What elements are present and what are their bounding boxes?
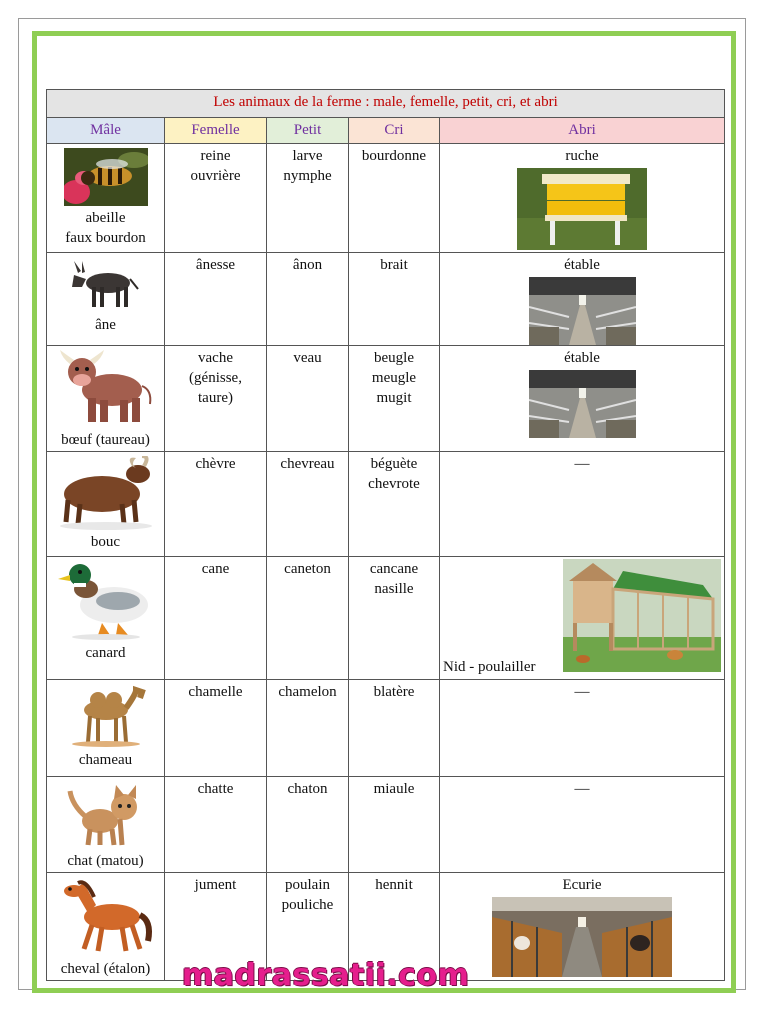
bee-photo <box>64 148 148 206</box>
male-cell <box>47 777 165 873</box>
cowshed-photo <box>529 277 636 345</box>
femelle-name-alt: taure) <box>198 390 233 406</box>
femelle-cell: ânesse <box>165 253 267 346</box>
femelle-cell: jument <box>165 873 267 981</box>
cri-name: beugle <box>374 350 414 366</box>
cri-name-alt: chevrote <box>368 476 420 492</box>
bull-cartoon <box>56 350 156 428</box>
title-row <box>47 90 725 118</box>
header-male: Mâle <box>47 118 165 144</box>
abri-cell: — <box>440 452 725 557</box>
cri-name-alt: meugle <box>371 370 417 386</box>
male-name: cheval (étalon) <box>60 961 151 977</box>
femelle-cell: chamelle <box>165 680 267 777</box>
femelle-name: vache <box>198 350 233 366</box>
abri-cell <box>440 144 725 253</box>
petit-cell: veau <box>267 346 349 452</box>
cri-cell <box>349 557 440 680</box>
cowshed-photo <box>529 370 636 438</box>
cri-cell <box>349 346 440 452</box>
male-name: abeille <box>85 210 126 226</box>
petit-cell: chaton <box>267 777 349 873</box>
cri-name-alt: mugit <box>376 390 412 406</box>
header-petit: Petit <box>267 118 349 144</box>
kitten-photo <box>66 781 146 849</box>
cri-cell: miaule <box>349 777 440 873</box>
femelle-name-alt: ouvrière <box>190 168 241 184</box>
donkey-photo <box>68 257 144 313</box>
petit-cell <box>267 144 349 253</box>
abri-cell <box>440 557 725 680</box>
male-cell <box>47 144 165 253</box>
abri-name: Ecurie <box>562 877 602 893</box>
table-row <box>47 680 725 777</box>
site-watermark: madrassatii.com <box>182 958 470 993</box>
male-name: âne <box>95 317 116 333</box>
abri-cell <box>440 346 725 452</box>
duck-cartoon <box>58 561 154 641</box>
cri-cell: brait <box>349 253 440 346</box>
table-row <box>47 144 725 253</box>
abri-cell <box>440 253 725 346</box>
male-cell <box>47 873 165 981</box>
abri-cell: — <box>440 680 725 777</box>
femelle-name-alt: (génisse, <box>189 370 242 386</box>
table-row <box>47 452 725 557</box>
petit-cell: chamelon <box>267 680 349 777</box>
cri-name-alt: nasille <box>374 581 414 597</box>
male-name: chat (matou) <box>67 853 144 869</box>
table-row <box>47 777 725 873</box>
petit-cell: chevreau <box>267 452 349 557</box>
stable-photo <box>492 897 672 977</box>
male-name-alt: faux bourdon <box>65 230 146 246</box>
table-title: Les animaux de la ferme : male, femelle, petit, cri, et abri <box>47 90 725 118</box>
petit-cell: caneton <box>267 557 349 680</box>
male-cell <box>47 253 165 346</box>
cri-cell: bourdonne <box>349 144 440 253</box>
petit-cell: ânon <box>267 253 349 346</box>
femelle-cell <box>165 346 267 452</box>
table-row <box>47 346 725 452</box>
male-cell <box>47 452 165 557</box>
cri-name: béguète <box>370 456 418 472</box>
femelle-cell <box>165 144 267 253</box>
femelle-cell: chèvre <box>165 452 267 557</box>
petit-name-alt: nymphe <box>283 168 332 184</box>
male-name: chameau <box>78 752 133 768</box>
male-name: bouc <box>90 534 121 550</box>
abri-name: Nid - poulailler <box>443 659 536 675</box>
cri-cell <box>349 452 440 557</box>
header-cri: Cri <box>349 118 440 144</box>
femelle-cell: cane <box>165 557 267 680</box>
cri-cell: blatère <box>349 680 440 777</box>
abri-name: étable <box>564 350 600 366</box>
goat-photo <box>52 456 160 530</box>
petit-name: larve <box>292 148 323 164</box>
table-row <box>47 253 725 346</box>
abri-name: étable <box>564 257 600 273</box>
cri-cell: hennit <box>349 873 440 981</box>
male-cell <box>47 346 165 452</box>
table-row <box>47 557 725 680</box>
farm-animals-table <box>46 89 725 981</box>
horse-cartoon <box>56 877 156 957</box>
cri-name: cancane <box>369 561 419 577</box>
femelle-name: reine <box>200 148 231 164</box>
femelle-cell: chatte <box>165 777 267 873</box>
male-cell <box>47 680 165 777</box>
abri-cell: — <box>440 777 725 873</box>
male-cell <box>47 557 165 680</box>
header-femelle: Femelle <box>165 118 267 144</box>
camel-photo <box>66 684 146 748</box>
beehive-photo <box>517 168 647 250</box>
male-name: canard <box>85 645 126 661</box>
chicken-coop-photo <box>563 559 721 672</box>
header-row <box>47 118 725 144</box>
header-abri: Abri <box>440 118 725 144</box>
petit-name-alt: pouliche <box>281 897 334 913</box>
abri-name: ruche <box>565 148 599 164</box>
petit-name: poulain <box>285 877 330 893</box>
male-name: bœuf (taureau) <box>61 432 150 448</box>
